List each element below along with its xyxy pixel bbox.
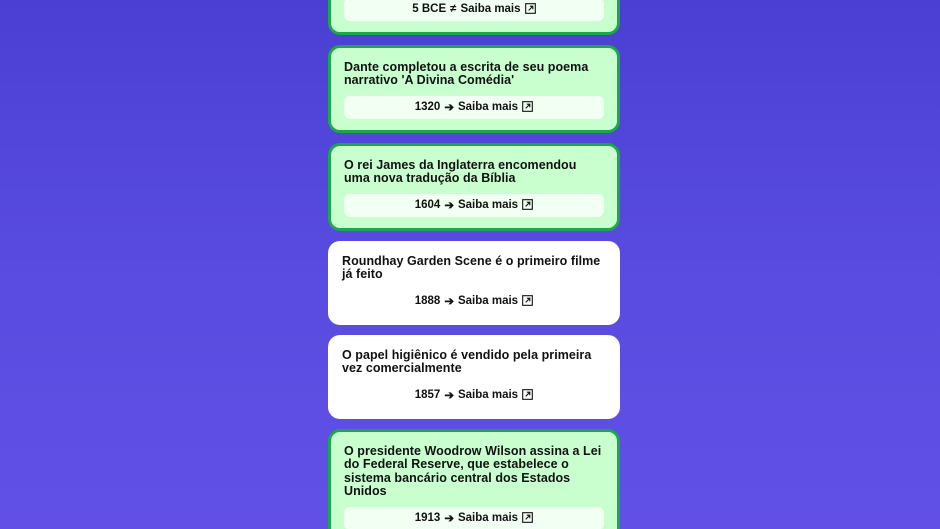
learn-more-link[interactable] (458, 101, 533, 113)
event-card[interactable] (328, 241, 620, 325)
event-year: 1857 (414, 389, 441, 401)
learn-more-label: Saiba mais (457, 389, 519, 401)
arrow-icon: ➔ (444, 390, 454, 402)
arrow-icon: ➔ (444, 200, 454, 212)
event-card[interactable] (328, 335, 620, 419)
learn-more-label: Saiba mais (460, 3, 521, 15)
event-footer (344, 96, 604, 119)
event-footer (344, 194, 604, 217)
event-text: O rei James da Inglaterra encomendou uma nova tradução da Bíblia (344, 157, 577, 185)
timeline-list (328, 0, 620, 529)
learn-more-link[interactable] (458, 295, 533, 307)
event-footer (344, 507, 604, 529)
event-text: Dante completou a escrita de seu poema narrativo 'A Divina Comédia' (344, 59, 589, 87)
arrow-icon: ➔ (444, 296, 454, 308)
event-card[interactable] (328, 429, 620, 529)
external-link-icon (525, 3, 536, 14)
event-year: 1320 (414, 101, 441, 113)
learn-more-link[interactable] (458, 512, 533, 524)
external-link-icon (522, 199, 533, 210)
learn-more-link[interactable] (460, 3, 535, 15)
event-year: 1888 (414, 295, 441, 307)
external-link-icon (522, 101, 533, 112)
comparison-symbol: ≠ (450, 3, 457, 15)
external-link-icon (522, 512, 533, 523)
event-year: 1604 (414, 199, 441, 211)
event-text: O papel higiênico é vendido pela primeira vez comercialmente (342, 347, 592, 375)
event-card[interactable] (328, 0, 620, 35)
event-footer (342, 290, 606, 313)
event-card[interactable] (328, 45, 620, 133)
learn-more-link[interactable] (458, 199, 533, 211)
arrow-icon: ➔ (444, 102, 454, 114)
learn-more-label: Saiba mais (457, 512, 519, 524)
event-card[interactable] (328, 143, 620, 231)
external-link-icon (522, 295, 533, 306)
learn-more-link[interactable] (458, 389, 533, 401)
arrow-icon: ➔ (444, 513, 454, 525)
event-text: O presidente Woodrow Wilson assina a Lei do Federal Reserve, que estabelece o sistema bancário central dos Estados Unidos (344, 443, 602, 498)
event-text: Roundhay Garden Scene é o primeiro filme já feito (342, 253, 601, 281)
event-year: 1913 (414, 512, 441, 524)
learn-more-label: Saiba mais (457, 101, 519, 113)
learn-more-label: Saiba mais (457, 199, 519, 211)
event-year: 5 BCE (412, 3, 447, 15)
learn-more-label: Saiba mais (457, 295, 519, 307)
event-footer (342, 384, 606, 407)
event-footer (344, 0, 604, 21)
external-link-icon (522, 389, 533, 400)
